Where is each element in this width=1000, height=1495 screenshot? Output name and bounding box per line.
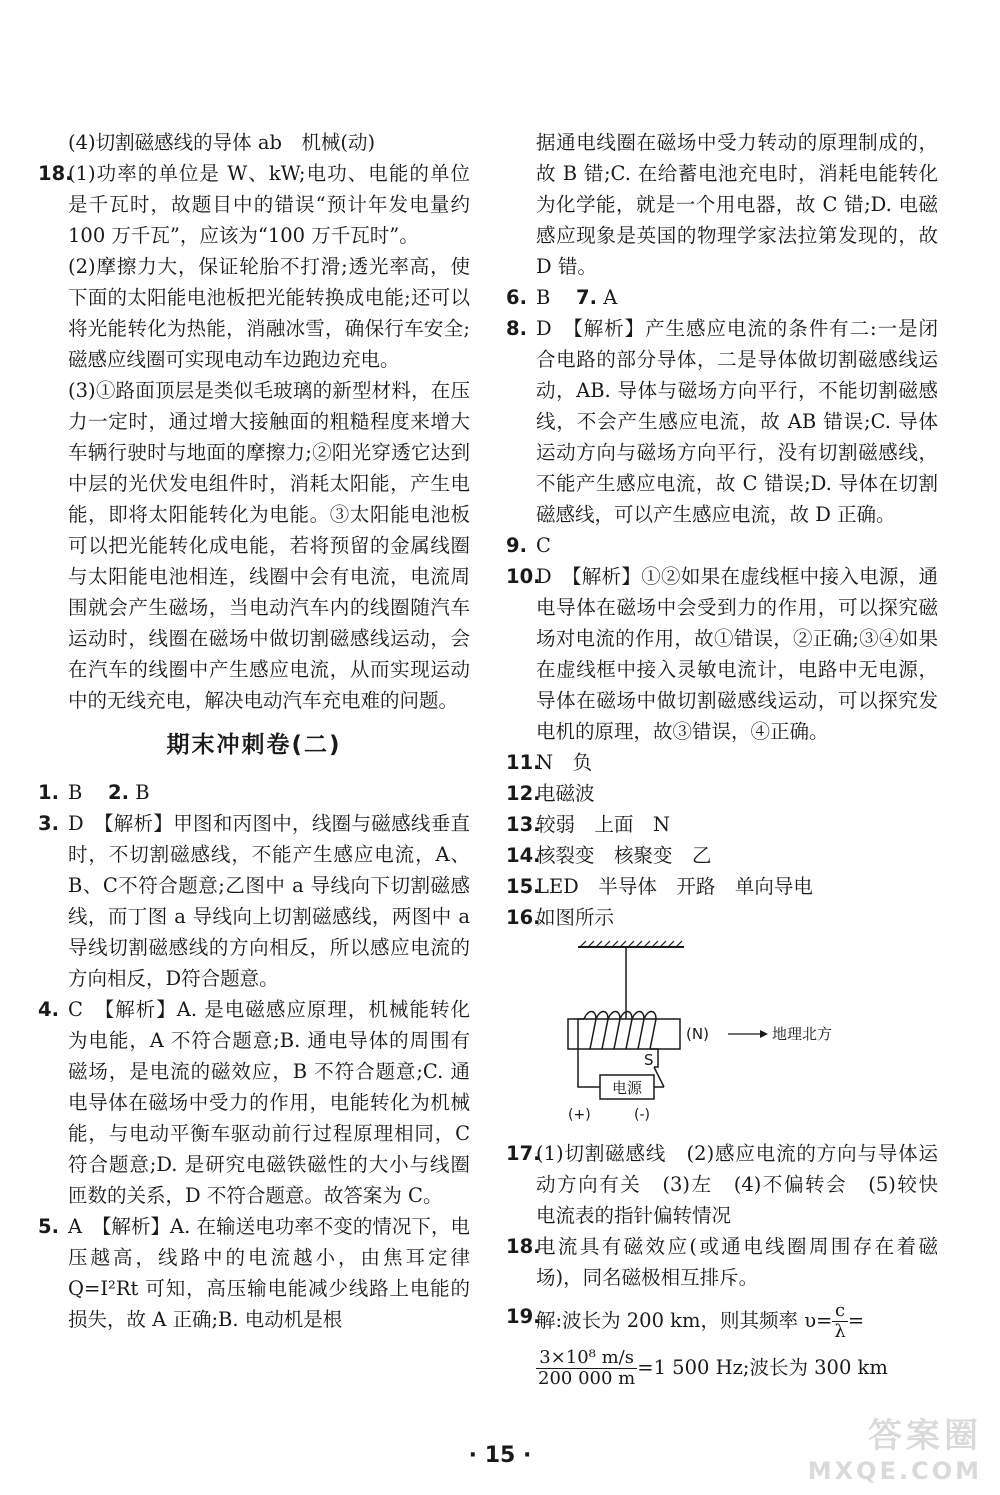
q17-part4: (4)切割磁感线的导体 ab 机械(动) — [68, 131, 376, 154]
q19-text-b: =1 500 Hz;波长为 300 km — [637, 1356, 888, 1379]
answer-number: 2. — [108, 781, 130, 804]
answer-14 — [506, 840, 938, 871]
north-pole-label: (N) — [686, 1025, 709, 1043]
answer-number: 7. — [576, 286, 598, 309]
answer-text: N 负 — [536, 751, 593, 774]
answer-number: 10. — [506, 565, 541, 588]
answer-5-continued: 据通电线圈在磁场中受力转动的原理制成的，故 B 错;C. 在给蓄电池充电时，消耗电能转化为化学能，就是一个用电器，故 C 错;D. 电磁感应现象是英国的物理学家法拉第发现的，故 D 错。 — [536, 131, 938, 278]
electromagnet-diagram — [558, 937, 878, 1123]
answer-number: 1. — [38, 781, 59, 804]
answer-10 — [506, 561, 938, 747]
answer-number: 5. — [38, 1215, 59, 1238]
geographic-north-label: 地理北方 — [772, 1025, 833, 1043]
wire-left — [578, 1019, 600, 1087]
electromagnet-figure — [558, 937, 938, 1132]
answer-11 — [506, 747, 938, 778]
watermark-top: 答案圈 — [868, 1416, 982, 1456]
answer-12 — [506, 778, 938, 809]
answer-16 — [506, 902, 938, 933]
watermark-bottom: MXQE.COM — [807, 1457, 982, 1485]
answer-number: 18. — [506, 1235, 541, 1258]
answer-text: 核裂变 核聚变 乙 — [536, 844, 712, 867]
watermark-logo — [808, 1408, 982, 1485]
answer-19-line2 — [506, 1348, 938, 1389]
switch-blade — [654, 1067, 664, 1087]
right-column — [506, 127, 958, 1389]
answer-17 — [506, 1138, 958, 1231]
answer-18-part2: (2)摩擦力大，保证轮胎不打滑;透光率高，使下面的太阳能电池板把光能转换成电能;还可以将光能转化为热能，消融冰雪，确保行车安全;磁感应线圈可实现电动车边跑边充电。 — [68, 255, 470, 371]
answer-text: D 【解析】①②如果在虚线框中接入电源，通电导体在磁场中会受到力的作用，可以探究磁场对电流的作用，故①错误，②正确;③④如果在虚线框中接入灵敏电流计，电路中无电源，导体在磁场中做切割磁感线运动，可以探究发电机的原理，故③错误，④正确。 — [536, 565, 938, 743]
answer-number: 4. — [38, 998, 59, 1021]
answer-number: 8. — [506, 317, 527, 340]
answer-number: 19. — [506, 1305, 541, 1328]
denominator: 200 000 m — [538, 1368, 636, 1389]
answer-text: 电流具有磁效应(或通电线圈周围存在着磁场)，同名磁极相互排斥。 — [536, 1235, 938, 1289]
answer-number: 9. — [506, 534, 527, 557]
answer-text: D 【解析】产生感应电流的条件有二:一是闭合电路的部分导体，二是导体做切割磁感线运动，AB. 导体与磁场方向平行，不能切割磁感线，不会产生感应电流，故 AB 错误;C. 导体运动方向与磁场方向平行，没有切割磁感线，不能产生感应电流，故 C 错误;D. 导体在切割磁感线，可以产生感应电流，故 D 正确。 — [536, 317, 938, 526]
answer-text — [536, 1301, 938, 1342]
answer-18-right — [506, 1231, 938, 1293]
equals-sign: = — [847, 1309, 865, 1332]
answer-text: A — [603, 286, 618, 309]
answer-text: LED 半导体 开路 单向导电 — [536, 875, 813, 898]
answer-number: 11. — [506, 751, 541, 774]
answer-1-2 — [38, 777, 470, 808]
answer-number: 12. — [506, 782, 541, 805]
plus-label: (+) — [568, 1107, 591, 1123]
answer-text: B — [135, 781, 150, 804]
answer-15 — [506, 871, 938, 902]
answer-number: 16. — [506, 906, 541, 929]
answer-13 — [506, 809, 938, 840]
numerator: 3×10⁸ m/s — [536, 1348, 637, 1369]
answer-number: 6. — [506, 286, 527, 309]
answer-number: 15. — [506, 875, 541, 898]
answer-text: B — [68, 781, 102, 804]
answer-19 — [506, 1301, 938, 1342]
answer-18-part3: (3)①路面顶层是类似毛玻璃的新型材料，在压力一定时，通过增大接触面的粗糙程度来增大车辆行驶时与地面的摩擦力;②阳光穿透它达到中层的光伏发电组件时，消耗太阳能，产生电能，即将太阳能转化为电能。③太阳能电池板可以把光能转化成电能，若将预留的金属线圈与太阳能电池相连，线圈中会有电流，电流周围就会产生磁场，当电动汽车内的线圈随汽车运动时，线圈在磁场中做切割磁感线运动，会在汽车的线圈中产生感应电流，从而实现运动中的无线充电，解决电动汽车充电难的问题。 — [68, 379, 470, 712]
iron-core — [568, 1019, 680, 1049]
answer-6-7 — [506, 282, 938, 313]
answer-number: 13. — [506, 813, 541, 836]
answer-text: (1)切割磁感线 (2)感应电流的方向与导体运动方向有关 (3)左 (4)不偏转会 (5)较快 电流表的指针偏转情况 — [536, 1142, 958, 1227]
section-title: 期末冲刺卷(二) — [166, 732, 342, 758]
answer-text: B — [536, 286, 570, 309]
fraction-calculation — [536, 1348, 637, 1389]
switch-label: S — [644, 1051, 654, 1069]
answer-text: 如图所示 — [536, 906, 615, 929]
answer-text: A 【解析】A. 在输送电功率不变的情况下，电压越高，线路中的电流越小，由焦耳定律 Q=I²Rt 可知，高压输电能减少线路上电能的损失，故 A 正确;B. 电动机是根 — [68, 1215, 470, 1331]
answer-18 — [38, 158, 470, 251]
numerator: c — [832, 1301, 847, 1322]
answer-4 — [38, 994, 470, 1211]
answer-text: C — [536, 534, 551, 557]
answer-text: C 【解析】A. 是电磁感应原理，机械能转化为电能，A 不符合题意;B. 通电导体的周围有磁场，是电流的磁效应，B 不符合题意;C. 通电导体在磁场中受力的作用，电能转化为机械能，与电动平衡车驱动前行过程原理相同，C 符合题意;D. 是研究电磁铁磁性的大小与线圈匝数的关系，D 不符合题意。故答案为 C。 — [68, 998, 470, 1207]
left-column — [38, 127, 470, 1335]
answer-text: 电磁波 — [536, 782, 595, 805]
page-number: · 15 · — [468, 1443, 532, 1468]
arrow-head-icon — [760, 1030, 768, 1038]
answer-5 — [38, 1211, 470, 1335]
denominator: λ — [834, 1321, 846, 1342]
answer-number: 18. — [38, 162, 73, 185]
minus-label: (-) — [634, 1107, 650, 1123]
answer-number: 14. — [506, 844, 541, 867]
answer-text: D 【解析】甲图和丙图中，线圈与磁感线垂直时，不切割磁感线，不能产生感应电流，A、B、C不符合题意;乙图中 a 导线向下切割磁感线，而丁图 a 导线向上切割磁感线，两图中 a 导线切割磁感线的方向相反，所以感应电流的方向相反，D符合题意。 — [68, 812, 470, 990]
answer-number: 3. — [38, 812, 59, 835]
answer-9 — [506, 530, 938, 561]
answer-number: 17. — [506, 1142, 541, 1165]
answer-8 — [506, 313, 938, 530]
answer-text: 较弱 上面 N — [536, 813, 671, 836]
q19-text-a: 解:波长为 200 km，则其频率 υ= — [536, 1309, 833, 1332]
coil — [584, 1012, 656, 1050]
fraction-c-over-lambda — [832, 1301, 847, 1342]
answer-3 — [38, 808, 470, 994]
source-label: 电源 — [611, 1079, 643, 1097]
answer-18-part1: (1)功率的单位是 W、kW;电功、电能的单位是千瓦时，故题目中的错误“预计年发电量约 100 万千瓦”，应该为“100 万千瓦时”。 — [68, 162, 470, 247]
